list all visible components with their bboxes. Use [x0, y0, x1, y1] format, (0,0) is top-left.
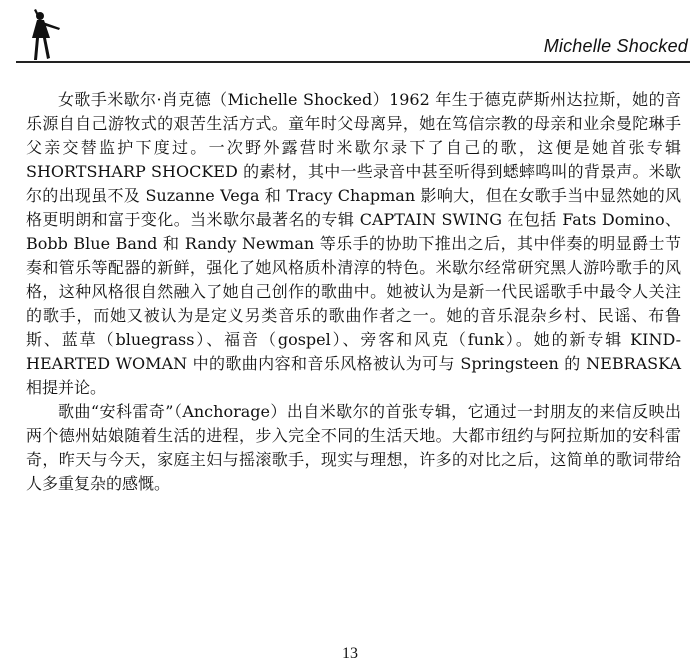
article-body — [26, 88, 681, 496]
page-number: 13 — [342, 645, 358, 662]
dancer-silhouette-logo — [28, 8, 62, 64]
running-header-title: Michelle Shocked — [543, 36, 688, 56]
header-divider — [16, 61, 690, 63]
paragraph-song-anchorage: 歌曲“安科雷奇”（Anchorage）出自米歇尔的首张专辑，它通过一封朋友的来信反映出两个德州姑娘随着生活的进程，步入完全不同的生活天地。大都市纽约与阿拉斯加的安科雷奇，昨天与今天，家庭主妇与摇滚歌手，现实与理想，许多的对比之后，这简单的歌词带给人多重复杂的感慨。 — [26, 402, 681, 493]
paragraph-biography: 女歌手米歇尔·肖克德（Michelle Shocked）1962 年生于德克萨斯州达拉斯，她的音乐源自自己游牧式的艰苦生活方式。童年时父母离异，她在笃信宗教的母亲和业余曼陀琳手父亲交替监护下度过。一次野外露营时米歇尔录下了自己的歌，这便是她首张专辑 SHORTSHARP SHOCKED 的素材，其中一些录音中甚至听得到蟋蟀鸣叫的背景声。米歇尔的出现虽不及 Suzanne Vega 和 Tracy Chapman 影响大，但在女歌手当中显然她的风格更明朗和富于变化。当米歇尔最著名的专辑 CAPTAIN SWING 在包括 Fats Domino、Bobb Blue Band 和 Randy Newman 等乐手的协助下推出之后，其中伴奏的明显爵士节奏和管乐等配器的新鲜，强化了她风格质朴清淳的特色。米歇尔经常研究黑人游吟歌手的风格，这种风格很自然融入了她自己创作的歌曲中。她被认为是新一代民谣歌手中最令人关注的歌手，而她又被认为是定义另类音乐的歌曲作者之一。她的音乐混杂乡村、民谣、布鲁斯、蓝草（bluegrass）、福音（gospel）、旁客和风克（funk）。她的新专辑 KIND-HEARTED WOMAN 中的歌曲内容和音乐风格被认为可与 Springsteen 的 NEBRASKA 相提并论。 — [26, 90, 681, 397]
